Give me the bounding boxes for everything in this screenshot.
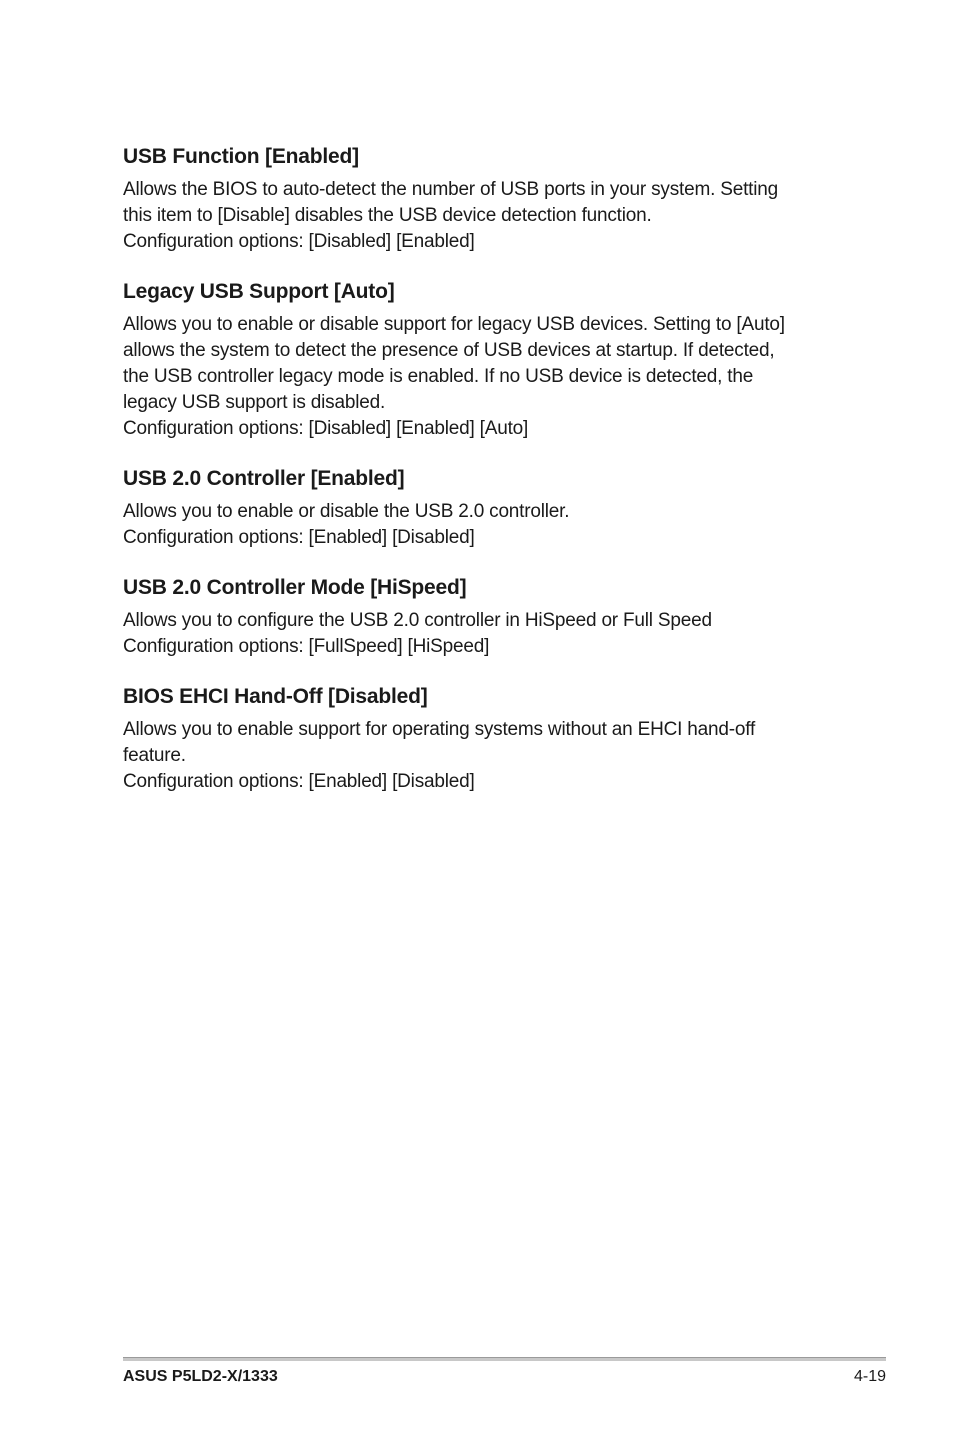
body-line: allows the system to detect the presence of USB devices at startup. If detected,: [123, 340, 775, 361]
config-options-line: Configuration options: [Enabled] [Disabled]: [123, 527, 475, 548]
section-heading: USB 2.0 Controller Mode [HiSpeed]: [123, 576, 467, 599]
body-line: this item to [Disable] disables the USB device detection function.: [123, 205, 652, 226]
page-content: [123, 143, 833, 818]
body-line: feature.: [123, 745, 186, 766]
section-usb2-controller: [123, 465, 833, 551]
config-options-line: Configuration options: [Disabled] [Enabled]: [123, 231, 475, 252]
footer-product-name: ASUS P5LD2-X/1333: [123, 1368, 278, 1385]
config-options-line: Configuration options: [FullSpeed] [HiSpeed]: [123, 636, 490, 657]
footer-page-number: 4-19: [853, 1368, 886, 1385]
config-options-line: Configuration options: [Enabled] [Disabled]: [123, 771, 475, 792]
section-usb2-controller-mode: [123, 574, 833, 660]
body-line: the USB controller legacy mode is enabled. If no USB device is detected, the: [123, 366, 754, 387]
section-body: [123, 608, 833, 660]
body-line: Allows you to enable or disable support for legacy USB devices. Setting to [Auto]: [123, 314, 785, 335]
section-legacy-usb-support: [123, 278, 833, 442]
body-line: legacy USB support is disabled.: [123, 392, 386, 413]
section-heading: Legacy USB Support [Auto]: [123, 280, 395, 303]
body-line: Allows the BIOS to auto-detect the number of USB ports in your system. Setting: [123, 179, 778, 200]
config-options-line: Configuration options: [Disabled] [Enabled] [Auto]: [123, 418, 529, 439]
body-line: Allows you to enable or disable the USB 2.0 controller.: [123, 501, 570, 522]
section-body: [123, 312, 833, 442]
section-usb-function: [123, 143, 833, 255]
section-body: [123, 717, 833, 795]
body-line: Allows you to configure the USB 2.0 controller in HiSpeed or Full Speed: [123, 610, 712, 631]
section-heading: USB 2.0 Controller [Enabled]: [123, 467, 405, 490]
body-line: Allows you to enable support for operating systems without an EHCI hand-off: [123, 719, 756, 740]
section-bios-ehci-hand-off: [123, 683, 833, 795]
section-heading: USB Function [Enabled]: [123, 145, 359, 168]
section-body: [123, 499, 833, 551]
section-heading: BIOS EHCI Hand-Off [Disabled]: [123, 685, 428, 708]
section-body: [123, 177, 833, 255]
footer-divider: [123, 1357, 886, 1361]
